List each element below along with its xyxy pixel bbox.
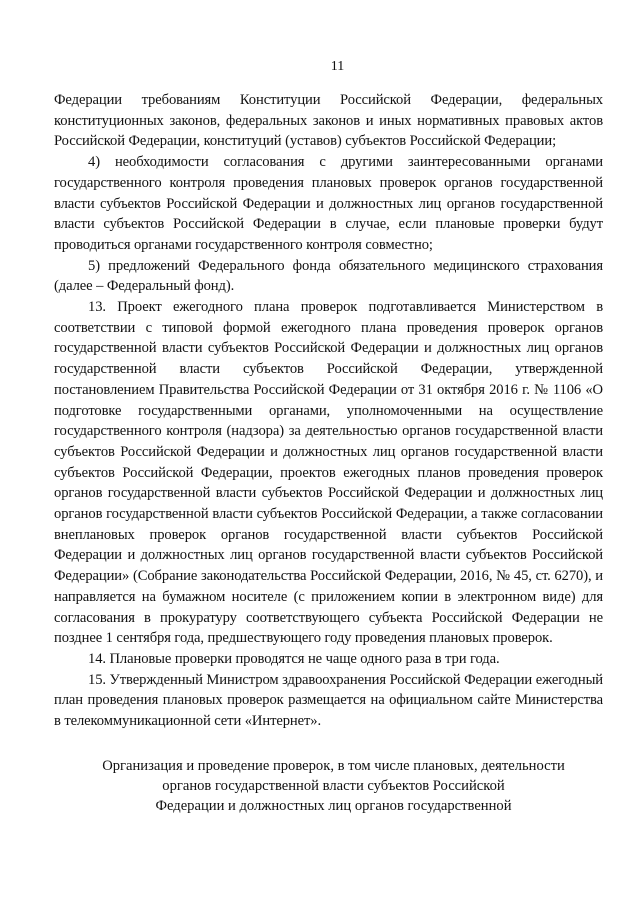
section-heading xyxy=(54,756,603,816)
page-number: 11 xyxy=(330,59,345,74)
section-heading-line: органов государственной власти субъектов Российской xyxy=(162,777,505,794)
section-heading-line: Организация и проведение проверок, в том числе плановых, деятельности xyxy=(102,757,565,774)
paragraph-continuation: Федерации требованиям Конституции Российской Федерации, федеральных конституционных законов, федеральных законов и иных нормативных правовых актов Российской Федерации, конституций (уставов) субъектов Российской Федерации; xyxy=(54,92,603,150)
paragraph-13: 13. Проект ежегодного плана проверок подготавливается Министерством в соответствии с типовой формой ежегодного плана проведения проверок органов государственной власти субъектов Российской Федерации и должностных лиц органов государственной власти субъектов Российской Федерации, утвержденной постановлением Правительства Российской Федерации от 31 октября 2016 г. № 1106 «О подготовке государственными органами, уполномоченными на осуществление государственного контроля (надзора) за деятельностью органов государственной власти субъектов Российской Федерации и должностных лиц органов государственной власти субъектов Российской Федерации, проектов ежегодных планов проведения проверок органов государственной власти субъектов Российской Федерации и должностных лиц органов государственной власти субъектов Российской Федерации, а также согласовании внеплановых проверок органов государственной власти субъектов Российской Федерации и должностных лиц органов государственной власти субъектов Российской Федерации» (Собрание законодательства Российской Федерации, 2016, № 45, ст. 6270), и направляется на бумажном носителе (с приложением копии в электронном виде) для согласования в прокуратуру соответствующего субъекта Российской Федерации не позднее 1 сентября года, предшествующего году проведения плановых проверок. xyxy=(54,299,603,647)
paragraph-14: 14. Плановые проверки проводятся не чаще одного раза в три года. xyxy=(88,650,500,667)
body-text xyxy=(54,90,603,732)
paragraph-item-4: 4) необходимости согласования с другими заинтересованными органами государственного контроля проведения плановых проверок органов государственной власти субъектов Российской Федерации и должностных лиц органов государственной власти субъектов Российской Федерации в случае, если плановые проверки будут проводиться органами государственного контроля совместно; xyxy=(54,154,603,253)
paragraph-15: 15. Утвержденный Министром здравоохранения Российской Федерации ежегодный план проведения плановых проверок размещается на официальном сайте Министерства в телекоммуникационной сети «Интернет». xyxy=(54,671,603,730)
paragraph-item-5: 5) предложений Федерального фонда обязательного медицинского страхования (далее – Федеральный фонд). xyxy=(54,257,603,295)
section-heading-line: Федерации и должностных лиц органов государственной xyxy=(155,797,512,814)
